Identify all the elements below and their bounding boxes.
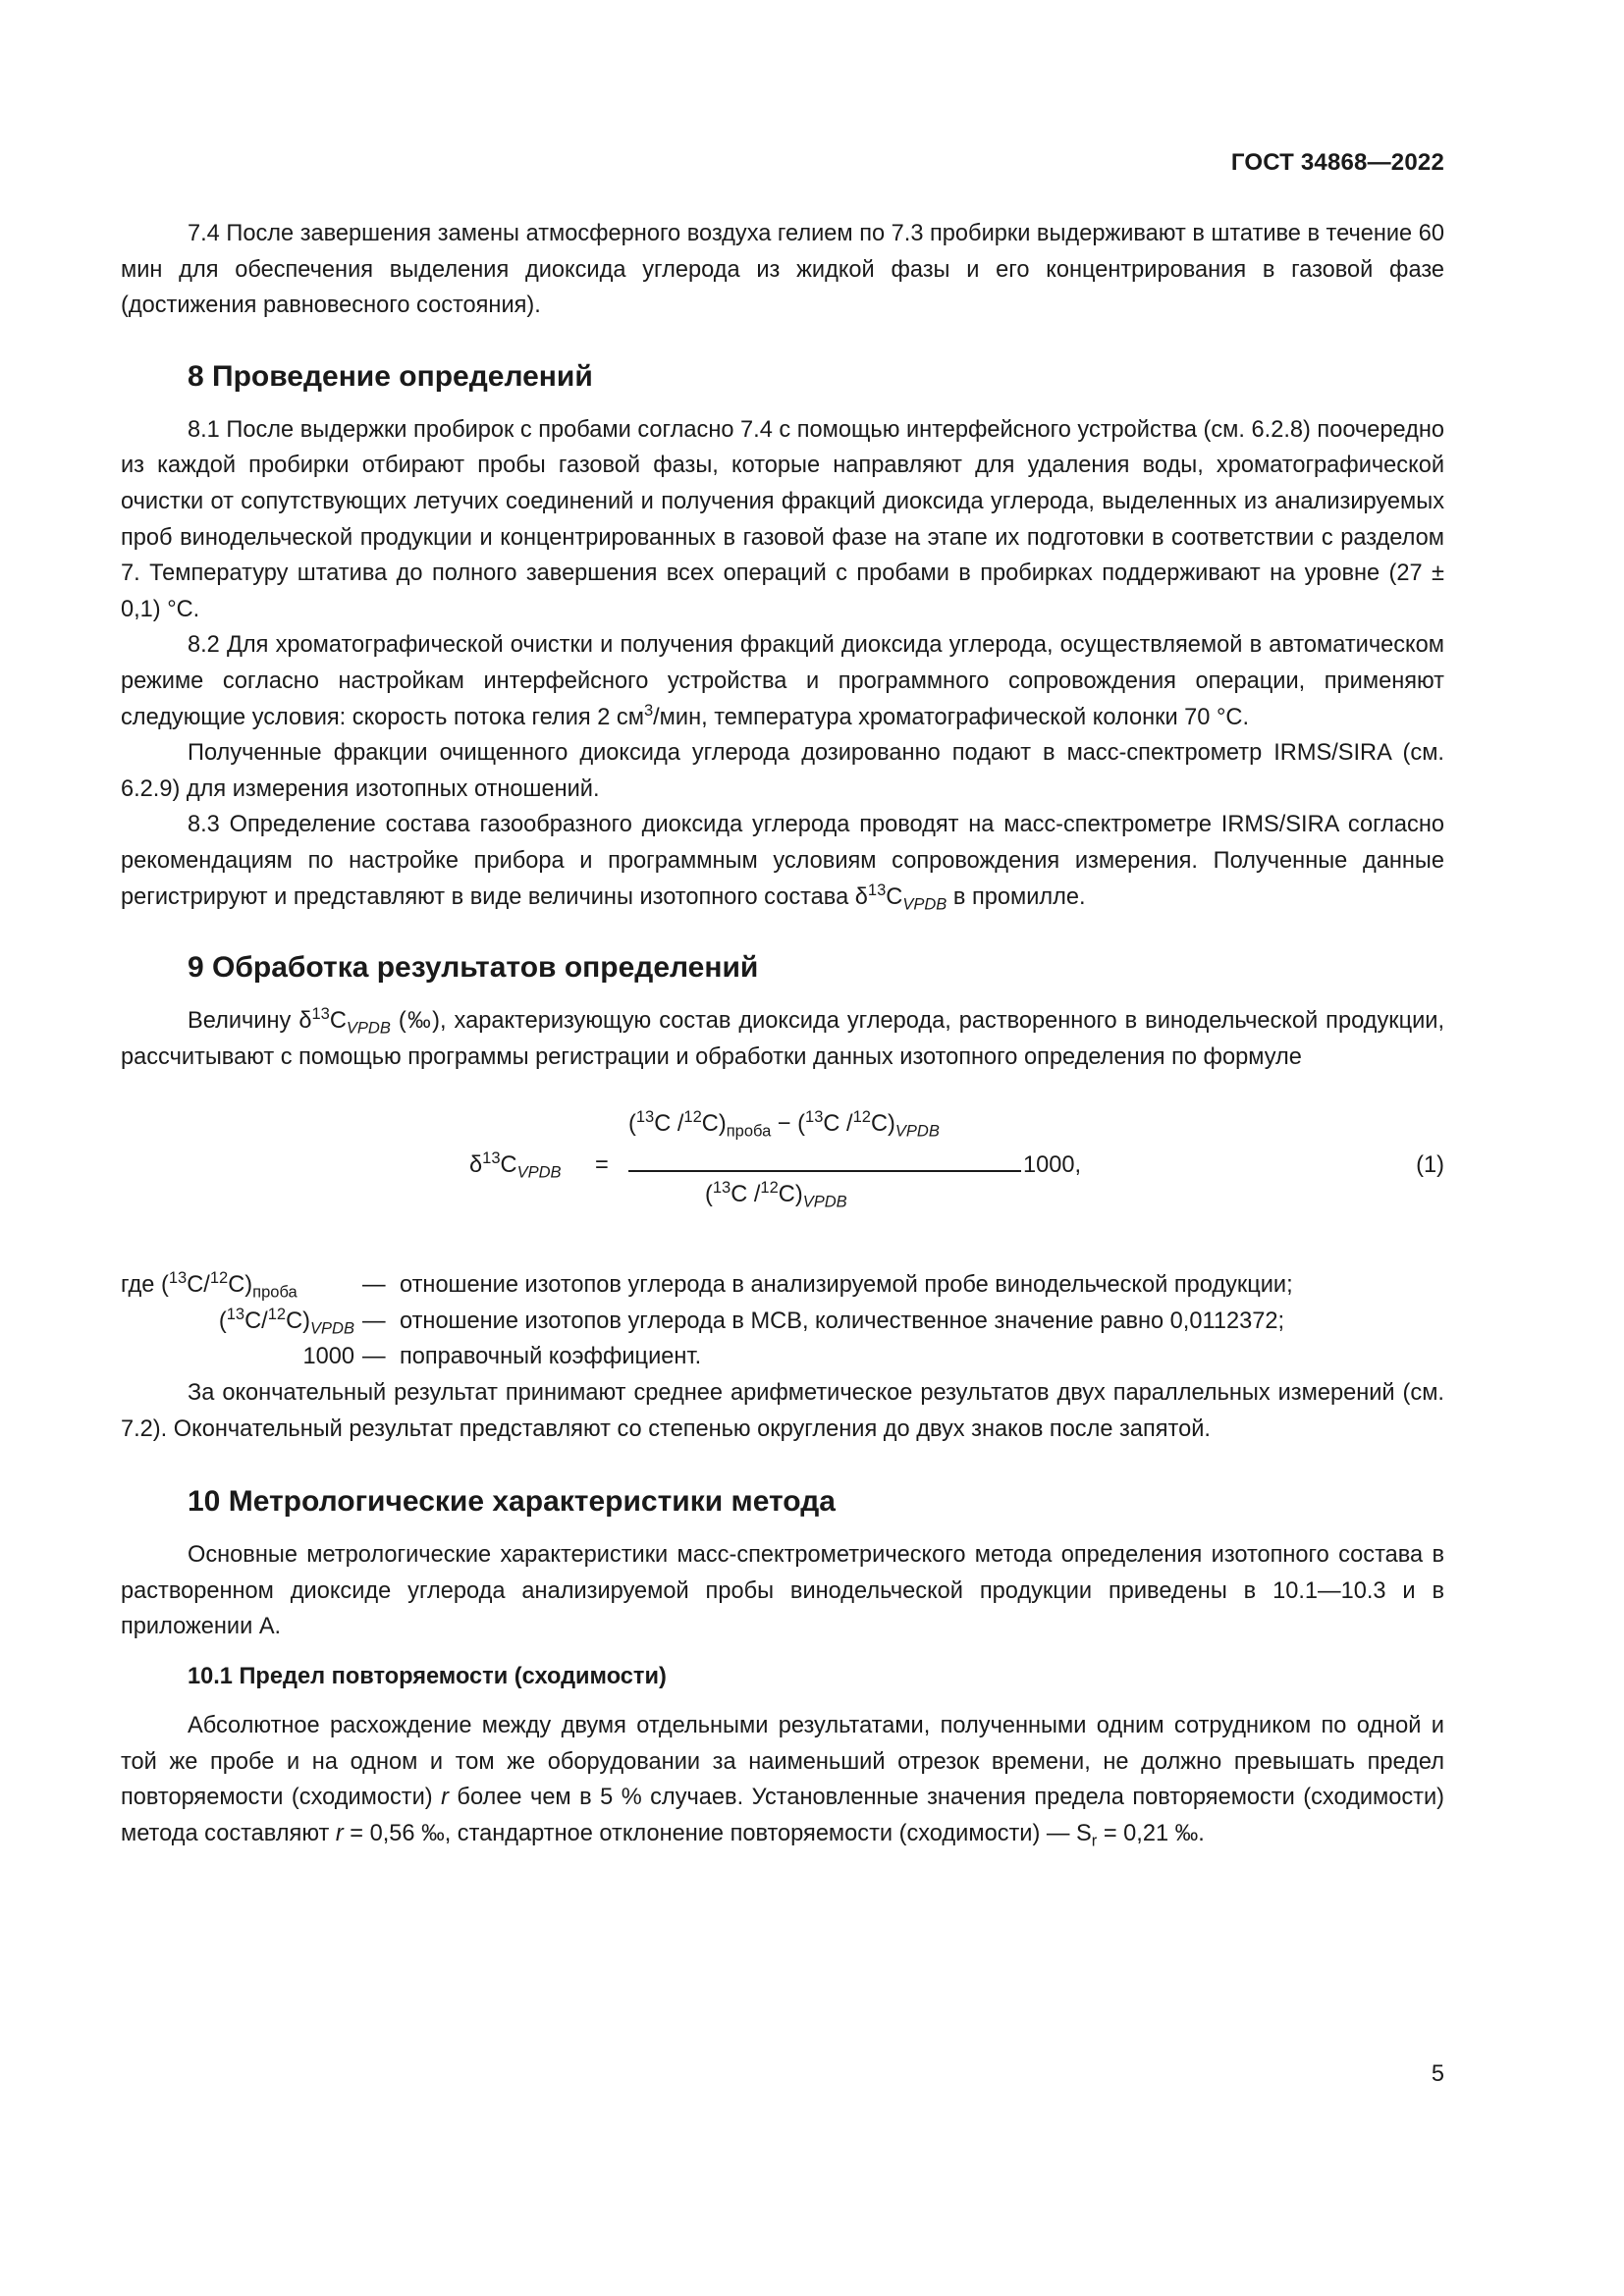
paragraph-8-2-continued: Полученные фракции очищенного диоксида углерода дозированно подают в масс-спектрометр IRMS/SIRA (см. 6.2.9) для измерения изотопных отношений. bbox=[121, 740, 1444, 802]
formula-denominator: ($^{13}$C $/^{12}C)_{VPDB}$ bbox=[705, 1178, 847, 1211]
paragraph-9-final: За окончательный результат принимают среднее арифметическое результатов двух параллельных измерений (см. 7.2). Окончательный результат представляют со степенью округления до двух знаков после запятой. bbox=[121, 1380, 1444, 1442]
formula-multiplier: 1000, bbox=[1023, 1152, 1082, 1179]
section-10-title: 10 Метрологические характеристики метода bbox=[188, 1485, 836, 1519]
delta-symbol: δ bbox=[854, 883, 868, 910]
formula-definitions bbox=[121, 1267, 1444, 1375]
formula-number: (1) bbox=[1416, 1152, 1444, 1179]
section-8-title: 8 Проведение определений bbox=[188, 359, 593, 393]
subsection-10-1-title: 10.1 Предел повторяемости (сходимости) bbox=[188, 1664, 667, 1690]
formula-lhs: $\delta^{13}C_{VPDB}$ bbox=[469, 1148, 562, 1182]
formula-numerator: ($^{13}$C $/^{12}C)_{проба} - (^{13}C$ $/^{12}C)_{VPDB}$ bbox=[628, 1107, 940, 1141]
definition-row: 1000 — поправочный коэффициент. bbox=[302, 1344, 702, 1370]
paragraph-8-3: 8.3 Определение состава газообразного диоксида углерода проводят на масс-спектрометре IRMS/SIRA согласно рекомендациям по настройке прибора и программным условиям сопровождения измерения. Полученные данные регистрируют и представляют в виде величины изотопного состава $\delta^{13}C_{VPDB}$ в промилле. bbox=[121, 812, 1444, 914]
paragraph-7-4: 7.4 После завершения замены атмосферного воздуха гелием по 7.3 пробирки выдерживают в штативе в течение 60 мин для обеспечения выделения диоксида углерода из жидкой фазы и его концентрирования в газовой фазе (достижения равновесного состояния). bbox=[121, 221, 1444, 319]
definition-row: где $(^{13}C/^{12}C)_{проба}$ — отношение изотопов углерода в анализируемой пробе винодельческой продукции; bbox=[121, 1268, 1293, 1302]
document-header: ГОСТ 34868—2022 bbox=[1230, 149, 1444, 176]
section-9-title: 9 Обработка результатов определений bbox=[188, 951, 759, 985]
paragraph-10-1: Абсолютное расхождение между двумя отдельными результатами, полученными одним сотрудником по одной и той же пробе и на одном и том же оборудовании за наименьший отрезок времени, не должно превышать предел повторяемости (сходимости) r более чем в 5 % случаев. Установленные значения предела повторяемости (сходимости) метода составляют r = 0,56 ‰, стандартное отклонение повторяемости (сходимости) — $S_r = 0,21$ ‰. bbox=[121, 1713, 1444, 1850]
paragraph-8-1: 8.1 После выдержки пробирок с пробами согласно 7.4 с помощью интерфейсного устройства (см. 6.2.8) поочередно из каждой пробирки отбирают пробы газовой фазы, которые направляют для удаления воды, хроматографической очистки от сопутствующих летучих соединений и получения фракций диоксида углерода, выделенных из анализируемых проб винодельческой продукции и концентрированных в газовой фазе на этапе их подготовки в соответствии с разделом 7. Температуру штатива до полного завершения всех операций с пробами в пробирках поддерживают на уровне (27 ± 0,1) °С. bbox=[121, 416, 1444, 622]
paragraph-9-intro: Величину $\delta^{13}C_{VPDB}$ (‰), характеризующую состав диоксида углерода, растворенного в винодельческой продукции, рассчитывают с помощью программы регистрации и обработки данных изотопного определения по формуле bbox=[121, 1004, 1444, 1070]
page-content bbox=[121, 216, 1444, 1851]
page-number: 5 bbox=[1431, 2061, 1444, 2087]
paragraph-8-2: 8.2 Для хроматографической очистки и получения фракций диоксида углерода, осуществляемой в автоматическом режиме согласно настройкам интерфейсного устройства и программного сопровождения операции, применяют следующие условия: скорость потока гелия 2 $см^3$/мин, температура хроматографической колонки 70 °С. bbox=[121, 632, 1444, 730]
fraction-bar bbox=[628, 1170, 1021, 1172]
paragraph-10-intro: Основные метрологические характеристики масс-спектрометрического метода определения изотопного состава в растворенном диоксиде углерода анализируемой пробы винодельческой продукции приведены в 10.1—10.3 и в приложении А. bbox=[121, 1542, 1444, 1640]
formula-equals: = bbox=[595, 1152, 609, 1179]
formula-1 bbox=[121, 1096, 1444, 1244]
definition-row: $(^{13}C/^{12}C)_{VPDB}$ — отношение изотопов углерода в МСВ, количественное значение равно 0,0112372; bbox=[218, 1305, 1285, 1338]
